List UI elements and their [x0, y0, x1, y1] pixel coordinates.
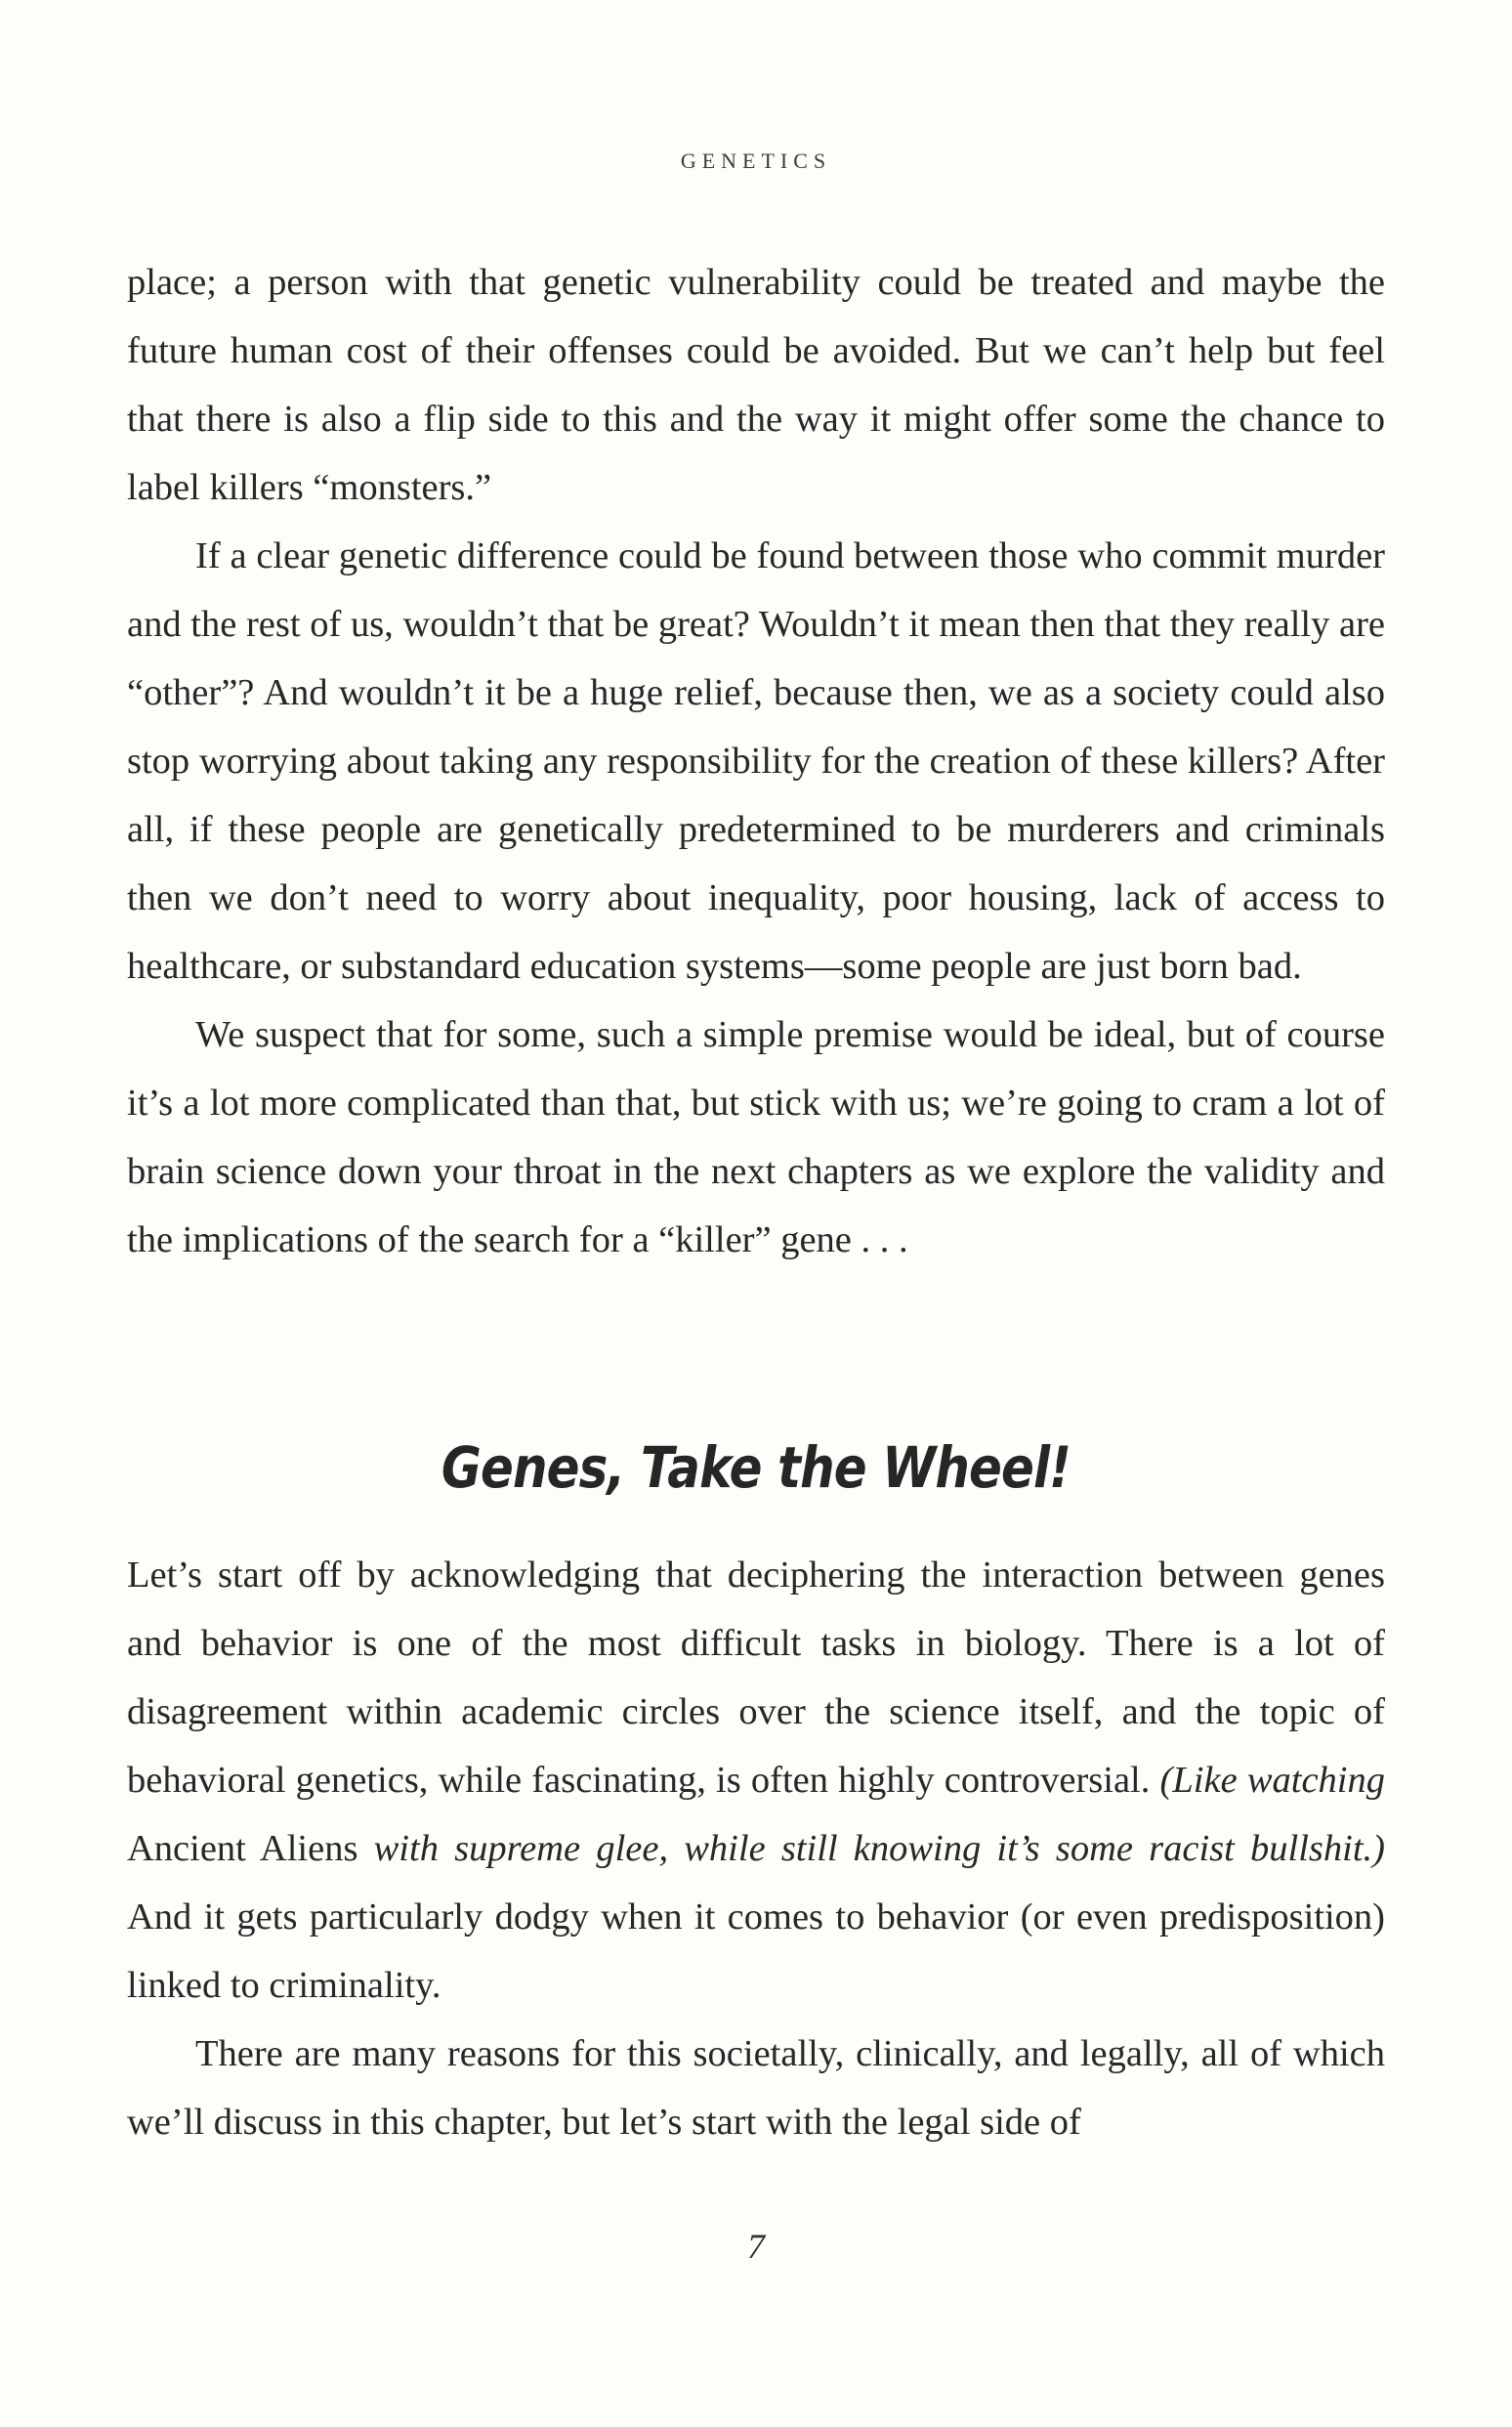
- paragraph: We suspect that for some, such a simple premise would be ideal, but of course it’s a lot more complicated than that, but stick with us; we’re going to cram a lot of brain science down your throat in the next chapters as we explore the validity and the implications of the search for a “killer” gene . . .: [127, 1014, 1385, 1260]
- title-run: Ancient Aliens: [127, 1828, 358, 1869]
- italic-run: (Like watching: [1159, 1760, 1385, 1801]
- paragraph-section-first: [127, 1541, 1385, 2020]
- page-number: 7: [747, 2227, 765, 2266]
- section-heading: Genes, Take the Wheel!: [441, 1434, 1071, 1501]
- body-text-top: [127, 248, 1385, 1274]
- text-run: Let’s start off by acknowledging that deciphering the interaction between genes and behavior is one of the most difficult tasks in biology. There is a lot of disagreement within academic circles over the science itself, and the topic of behavioral genetics, while fascinating, is often highly controversial.: [127, 1554, 1385, 1801]
- paragraph: There are many reasons for this societally, clinically, and legally, all of which we’ll discuss in this chapter, but let’s start with the legal side of: [127, 2033, 1385, 2143]
- text-run: And it gets particularly dodgy when it comes to behavior (or even predisposition) linked to criminality.: [127, 1896, 1385, 2006]
- body-text-section: [127, 1541, 1385, 2156]
- italic-run: with supreme glee, while still knowing it’s some racist bullshit.): [357, 1828, 1385, 1869]
- paragraph-continuation: place; a person with that genetic vulnerability could be treated and maybe the future human cost of their offenses could be avoided. But we can’t help but feel that there is also a flip side to this and the way it might offer some the chance to label killers “monsters.”: [127, 262, 1385, 508]
- paragraph: If a clear genetic difference could be found between those who commit murder and the rest of us, wouldn’t that be great? Wouldn’t it mean then that they really are “other”? And wouldn’t it be a huge relief, because then, we as a society could also stop worrying about taking any responsibility for the creation of these killers? After all, if these people are genetically predetermined to be murderers and criminals then we don’t need to worry about inequality, poor housing, lack of access to healthcare, or substandard education systems—some people are just born bad.: [127, 535, 1385, 987]
- running-head: GENETICS: [680, 149, 832, 173]
